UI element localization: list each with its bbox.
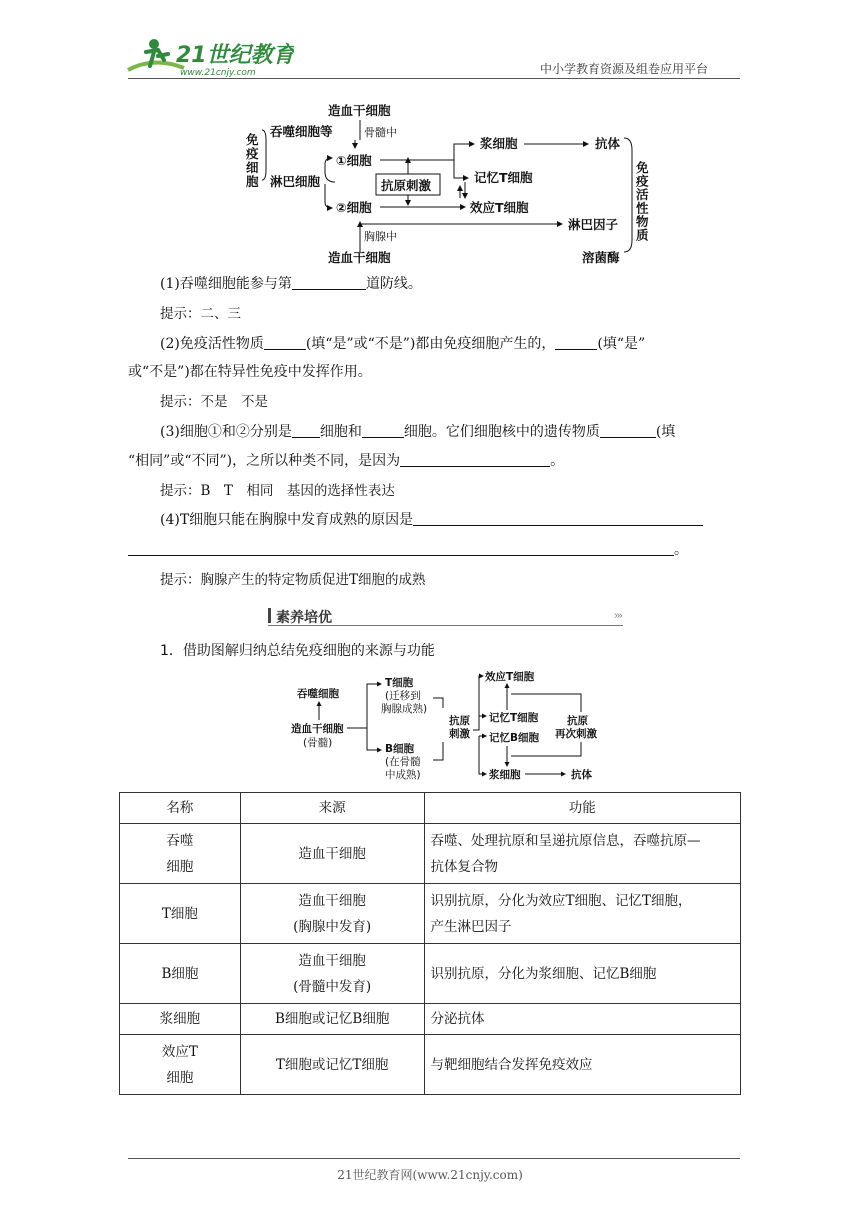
immune-cell-diagram <box>240 100 660 270</box>
q3-hint: 提示：B T 相同 基因的选择性表达 <box>160 483 395 499</box>
section-title: 素养培优 <box>276 610 332 626</box>
d2-memory-b: 记忆B细胞 <box>489 732 540 744</box>
d1-cell2: ②细胞 <box>336 200 372 215</box>
chevron-right-icon: ››› <box>613 609 621 622</box>
vertical-char: 活 <box>636 187 649 202</box>
vertical-char: 细 <box>246 160 259 175</box>
d1-thymus: 胸腺中 <box>364 230 397 243</box>
cell-name: 效应T 细胞 <box>120 1035 241 1095</box>
d2-bcell: B细胞 <box>385 743 415 755</box>
d1-memory: 记忆T细胞 <box>474 170 533 185</box>
d2-memory-t: 记忆T细胞 <box>489 712 539 724</box>
table-row <box>120 824 741 884</box>
cell-function: 分泌抗体 <box>424 1004 740 1035</box>
cell-function: 与靶细胞结合发挥免疫效应 <box>424 1035 740 1095</box>
d2-tcell-sub2: 胸腺成熟) <box>381 703 428 715</box>
table-header-cell: 名称 <box>120 793 241 824</box>
section-mark <box>268 608 271 623</box>
q1-text: (1)吞噬细胞能参与第 道防线。 <box>160 276 422 292</box>
d2-stem-sub: (骨髓) <box>303 737 333 749</box>
vertical-char: 胞 <box>246 174 259 189</box>
d1-active-substance-vertical <box>635 160 649 243</box>
q4-hint: 提示：胸腺产生的特定物质促进T细胞的成熟 <box>160 572 426 588</box>
cell-source-diagram <box>285 664 625 786</box>
cell-source: 造血干细胞 (胸腺中发育) <box>240 884 424 944</box>
cell-name: B细胞 <box>120 944 241 1004</box>
cell-source: B细胞或记忆B细胞 <box>240 1004 424 1035</box>
table-row <box>120 1035 741 1095</box>
q3-line2: “相同”或“不同”)，之所以种类不同，是因为 。 <box>128 453 565 469</box>
cell-source: 造血干细胞 <box>240 824 424 884</box>
d2-antigen1: 抗原 <box>449 715 470 727</box>
cell-name: 浆细胞 <box>120 1004 241 1035</box>
footer-text: 21世纪教育网(www.21cnjy.com) <box>337 1168 523 1182</box>
platform-name: 中小学教育资源及组卷应用平台 <box>540 62 709 76</box>
d1-immune-cells-vertical <box>245 132 259 189</box>
d2-plasma: 浆细胞 <box>489 769 521 781</box>
table-header-row <box>120 793 741 824</box>
q2-line1: (2)免疫活性物质 (填“是”或“不是”)都由免疫细胞产生的， (填“是” <box>160 336 646 352</box>
cell-name: T细胞 <box>120 884 241 944</box>
cell-function: 识别抗原，分化为效应T细胞、记忆T细胞， 产生淋巴因子 <box>424 884 740 944</box>
q4-line2: 。 <box>128 540 688 560</box>
d1-lymphocyte: 淋巴细胞 <box>270 174 321 189</box>
d2-phagocyte: 吞噬细胞 <box>297 688 339 700</box>
logo-text: 21世纪教育 <box>176 43 294 68</box>
vertical-char: 质 <box>636 227 649 243</box>
d2-re2: 再次刺激 <box>555 728 597 740</box>
q1-hint: 提示：二、三 <box>160 306 241 322</box>
vertical-char: 疫 <box>246 146 259 161</box>
cell-function: 识别抗原，分化为浆细胞、记忆B细胞 <box>424 944 740 1004</box>
cell-name: 吞噬 细胞 <box>120 824 241 884</box>
d1-lymphokine: 淋巴因子 <box>568 217 619 232</box>
vertical-char: 物 <box>636 214 649 229</box>
d1-phagocyte: 吞噬细胞等 <box>270 124 333 139</box>
vertical-char: 免 <box>246 132 259 147</box>
q2-line2: 或“不是”)都在特异性免疫中发挥作用。 <box>128 364 372 380</box>
d1-effector: 效应T细胞 <box>470 200 529 215</box>
cell-function: 吞噬、处理抗原和呈递抗原信息，吞噬抗原— 抗体复合物 <box>424 824 740 884</box>
table-header-cell: 来源 <box>240 793 424 824</box>
d1-lysozyme: 溶菌酶 <box>582 250 620 265</box>
d2-tcell: T细胞 <box>385 677 414 689</box>
d1-plasma: 浆细胞 <box>480 136 518 151</box>
d1-bottom-source: 造血干细胞 <box>328 250 391 265</box>
d1-antigen: 抗原刺激 <box>381 178 432 193</box>
d2-bcell-sub2: 中成熟) <box>385 769 421 781</box>
d2-bcell-sub1: (在骨髓 <box>385 756 421 768</box>
d1-top-source: 造血干细胞 <box>328 103 391 118</box>
q4-line1: (4)T细胞只能在胸腺中发育成熟的原因是 <box>160 510 703 530</box>
heading-1: 1．借助图解归纳总结免疫细胞的来源与功能 <box>160 643 435 659</box>
table-row <box>120 884 741 944</box>
cell-source: 造血干细胞 (骨髓中发育) <box>240 944 424 1004</box>
d2-effector: 效应T细胞 <box>485 671 535 683</box>
vertical-char: 疫 <box>636 173 649 189</box>
table-header-cell: 功能 <box>424 793 740 824</box>
d1-antibody: 抗体 <box>595 136 621 151</box>
d1-cell1: ①细胞 <box>336 153 372 168</box>
d2-stem: 造血干细胞 <box>291 723 344 735</box>
section-header <box>268 607 623 626</box>
q2-hint: 提示：不是 不是 <box>160 394 268 410</box>
d2-re1: 抗原 <box>567 715 588 727</box>
header-rule <box>128 78 740 79</box>
footer-rule <box>128 1158 740 1159</box>
immune-cell-table <box>119 792 741 1095</box>
site-logo <box>124 34 294 80</box>
vertical-char: 免 <box>636 160 649 175</box>
cell-source: T细胞或记忆T细胞 <box>240 1035 424 1095</box>
logo-url: www.21cnjy.com <box>180 68 256 78</box>
table-row <box>120 944 741 1004</box>
d1-marrow: 骨髓中 <box>364 126 397 139</box>
table-row <box>120 1004 741 1035</box>
d2-antigen2: 刺激 <box>449 728 470 740</box>
d2-antibody: 抗体 <box>571 769 592 781</box>
vertical-char: 性 <box>636 200 649 216</box>
d2-tcell-sub1: (迁移到 <box>385 690 421 702</box>
q3-line1: (3)细胞①和②分别是 细胞和 细胞。它们细胞核中的遗传物质 (填 <box>160 424 676 440</box>
